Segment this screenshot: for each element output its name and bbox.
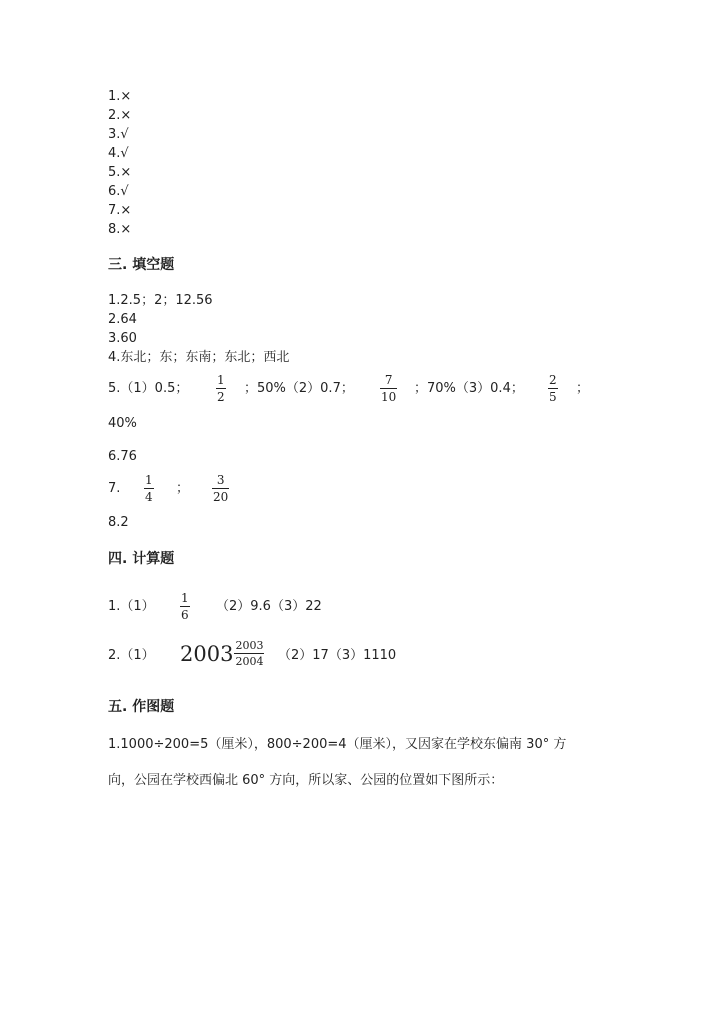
judge-answer-6: 6.√ [108,184,129,199]
judge-answer-2: 2.× [108,108,132,123]
calc-answer-1-rest: （2）9.6（3）22 [216,599,322,614]
calc-answer-1-label: 1.（1） [108,599,155,614]
calc-section-heading: 四. 计算题 [108,551,175,567]
fraction-three-twentieths [212,474,229,504]
fill-answer-5-part-c: ；70%（3）0.4； [414,381,524,396]
fraction-numerator: 1 [181,591,189,605]
fill-answer-5-part-b: ；50%（2）0.7； [244,381,354,396]
calc-answer-2-label: 2.（1） [108,648,155,663]
fraction-denominator: 10 [381,390,397,404]
fraction-denominator: 6 [181,608,189,622]
fraction-denominator: 5 [549,390,557,404]
judge-answer-4: 4.√ [108,146,129,161]
fraction-denominator: 2 [217,390,225,404]
fraction-numerator: 1 [217,373,225,387]
fraction-denominator: 2004 [235,655,264,668]
fraction-numerator: 7 [384,373,393,387]
fraction-numerator: 3 [216,473,225,487]
fill-answer-7-label: 7. [108,481,121,496]
fraction-denominator: 20 [213,490,229,504]
fill-answer-7-separator: ； [176,481,190,496]
judge-answer-7: 7.× [108,203,132,218]
fill-section-heading: 三. 填空题 [108,257,175,273]
fill-answer-3: 3.60 [108,331,137,346]
fill-answer-1: 1.2.5；2；12.56 [108,293,213,308]
mixed-number [180,640,264,668]
fraction-seven-tenths [380,374,397,404]
fraction-denominator: 4 [145,490,153,504]
mixed-number-whole: 2003 [180,642,234,666]
judge-answer-5: 5.× [108,165,132,180]
fraction-one-sixth [180,592,190,622]
fill-answer-5-continued: 40% [108,416,137,431]
calc-answer-2-rest: （2）17（3）1110 [278,648,397,663]
fill-answer-2: 2.64 [108,312,137,327]
fraction-numerator: 1 [145,473,153,487]
draw-section-heading: 五. 作图题 [108,699,175,715]
mixed-number-fraction [234,640,264,668]
fraction-one-half [216,374,226,404]
judge-answer-3: 3.√ [108,127,129,142]
judge-answer-1: 1.× [108,89,132,104]
fraction-two-fifths [548,374,558,404]
fraction-one-quarter [144,474,154,504]
fill-answer-6: 6.76 [108,449,137,464]
fill-answer-8: 8.2 [108,515,129,530]
fill-answer-5-part-a: 5.（1）0.5； [108,381,189,396]
draw-answer-line-2: 向，公园在学校西偏北 60° 方向，所以家、公园的位置如下图所示： [108,773,504,788]
judge-answer-8: 8.× [108,222,132,237]
fraction-numerator: 2003 [235,639,264,652]
fill-answer-4: 4.东北；东；东南；东北；西北 [108,350,290,365]
fill-answer-5-part-d: ； [576,381,590,396]
draw-answer-line-1: 1.1000÷200=5（厘米），800÷200=4（厘米），又因家在学校东偏南 30° 方 [108,737,567,752]
fraction-numerator: 2 [549,373,557,387]
